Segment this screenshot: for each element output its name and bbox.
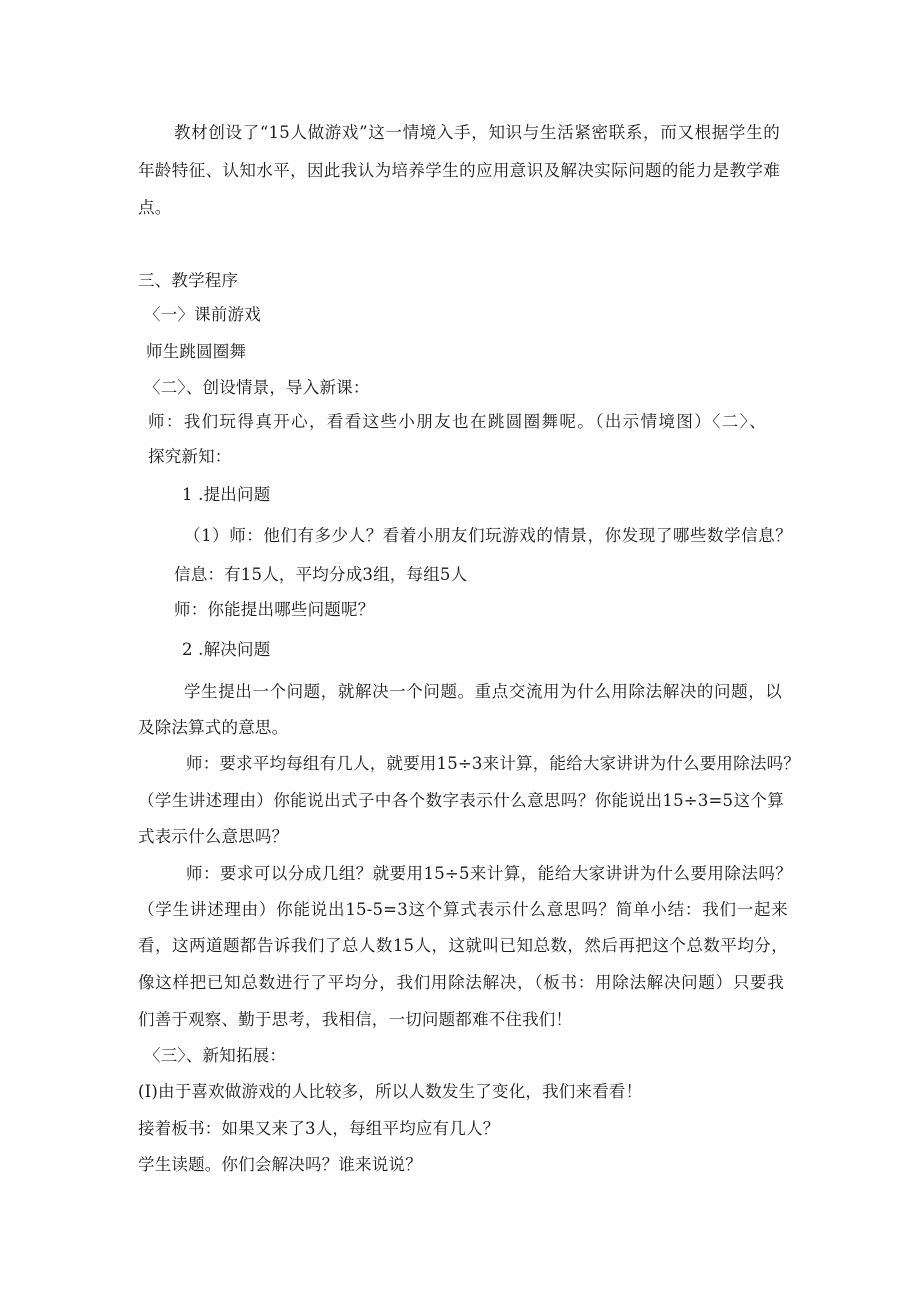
step2-title: 2 .解决问题 <box>182 640 271 659</box>
part3-line-3: 学生读题。你们会解决吗？谁来说说？ <box>138 1155 422 1174</box>
teacher2-line-2: （学生讲述理由）你能说出15-5=3这个算式表示什么意思吗？简单小结：我们一起来 <box>138 900 788 919</box>
teacher-line-2: 探究新知： <box>148 447 232 466</box>
teacher2-line-3: 看，这两道题都告诉我们了总人数15人，这就叫已知总数，然后再把这个总数平均分， <box>138 936 788 955</box>
ask-line: 师：你能提出哪些问题呢？ <box>174 600 375 619</box>
teacher1-line-1: 师：要求平均每组有几人，就要用15÷3来计算，能给大家讲讲为什么要用除法吗？ <box>186 754 800 773</box>
part3-line-2: 接着板书：如果又来了3人，每组平均应有几人？ <box>138 1119 500 1138</box>
teacher-line-1: 师：我们玩得真开心，看看这些小朋友也在跳圆圈舞呢。（出示情境图）〈二〉、 <box>148 412 766 431</box>
info-line: 信息：有15人，平均分成3组，每组5人 <box>174 565 468 584</box>
part1-body: 师生跳圆圈舞 <box>146 342 247 361</box>
teacher2-line-1: 师：要求可以分成几组？就要用15÷5来计算，能给大家讲讲为什么要用除法吗？ <box>186 864 792 883</box>
part1-heading: 〈一〉课前游戏 <box>144 305 261 324</box>
solve-line-2: 及除法算式的意思。 <box>138 718 289 737</box>
part2-heading: 〈二〉、创设情景，导入新课： <box>144 378 370 397</box>
part3-heading: 〈三〉、新知拓展： <box>144 1046 287 1065</box>
part3-line-1: (I)由于喜欢做游戏的人比较多，所以人数发生了变化，我们来看看！ <box>138 1082 643 1101</box>
question-1: （1）师：他们有多少人？看着小朋友们玩游戏的情景，你发现了哪些数学信息？ <box>184 526 792 545</box>
teacher2-line-5: 们善于观察、勤于思考，我相信，一切问题都难不住我们！ <box>138 1010 573 1029</box>
solve-line-1: 学生提出一个问题，就解决一个问题。重点交流用为什么用除法解决的问题，以 <box>184 682 782 701</box>
difficulty-line-1: 教材创设了“15人做游戏”这一情境入手，知识与生活紧密联系，而又根据学生的 <box>174 123 780 142</box>
section-title: 三、教学程序 <box>138 271 239 290</box>
teacher2-line-4: 像这样把已知总数进行了平均分，我们用除法解决，（板书：用除法解决问题）只要我 <box>138 973 784 992</box>
teacher1-line-2: （学生讲述理由）你能说出式子中各个数字表示什么意思吗？你能说出15÷3=5这个算 <box>138 791 784 810</box>
difficulty-line-3: 点。 <box>138 198 172 217</box>
teacher1-line-3: 式表示什么意思吗？ <box>138 827 289 846</box>
difficulty-line-2: 年龄特征、认知水平，因此我认为培养学生的应用意识及解决实际问题的能力是教学难 <box>138 161 780 180</box>
step1-title: 1 .提出问题 <box>182 485 271 504</box>
